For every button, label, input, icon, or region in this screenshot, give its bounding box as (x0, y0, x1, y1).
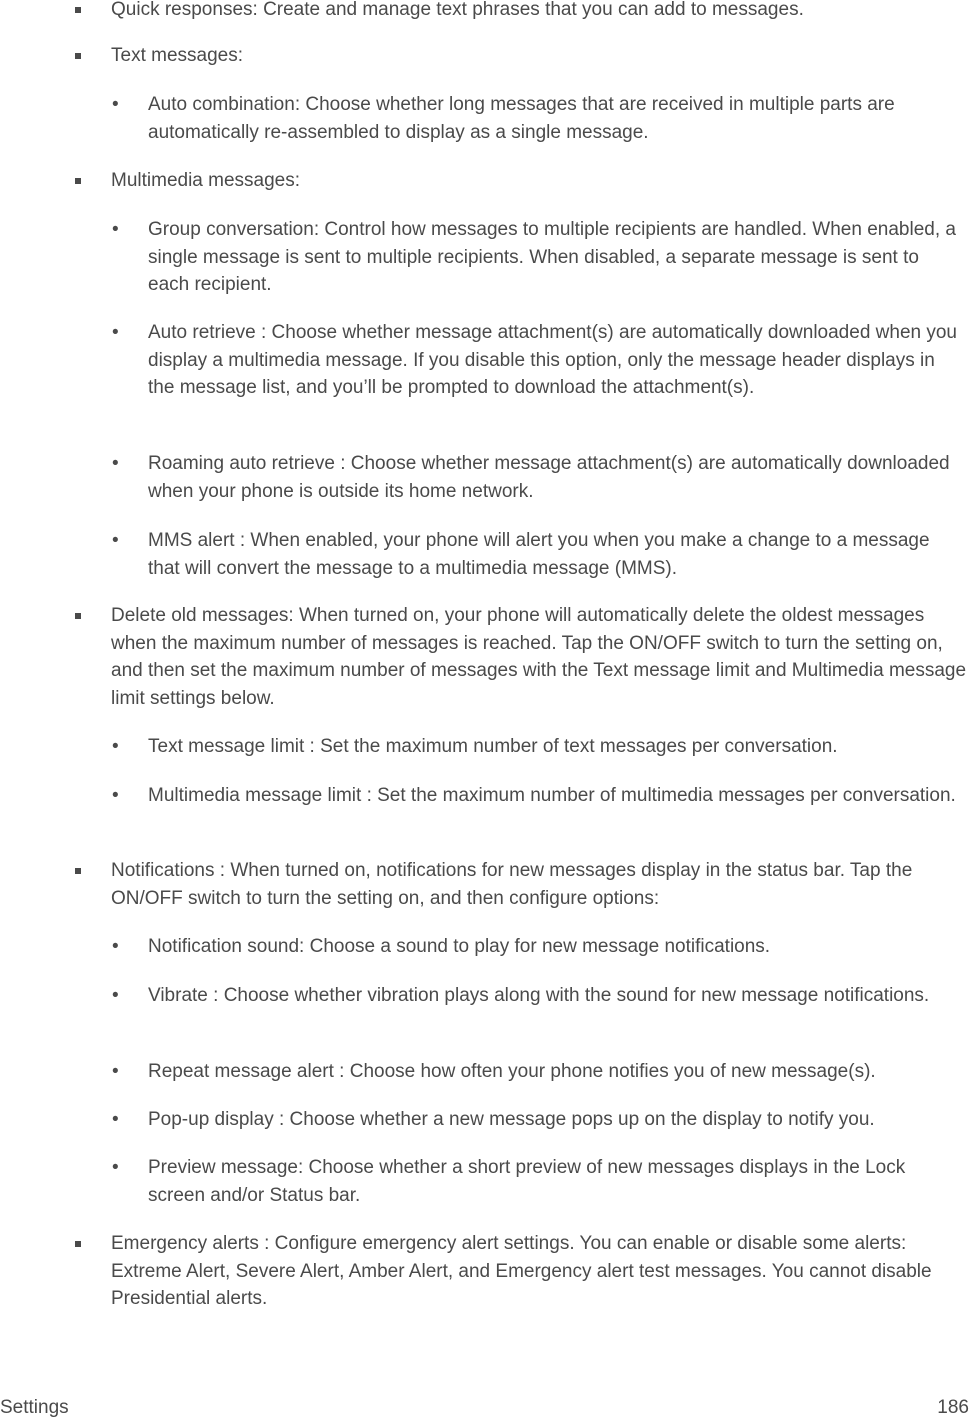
list-item-text: Roaming auto retrieve : Choose whether message attachment(s) are automatically downloaded when your phone is outside its home network. (148, 453, 950, 502)
round-bullet-icon: • (112, 322, 119, 343)
list-item-text: Text message limit : Set the maximum number of text messages per conversation. (148, 736, 838, 757)
square-bullet-icon (75, 53, 81, 59)
round-bullet-icon: • (112, 1157, 119, 1178)
list-item-text: Auto retrieve : Choose whether message attachment(s) are automatically downloaded when you display a multimedia message. If you disable this option, only the message header displays in the message list, and you’ll be prompted to download the attachment(s). (148, 322, 957, 398)
list-item-text: Repeat message alert : Choose how often your phone notifies you of new message(s). (148, 1061, 876, 1082)
list-item-text: Group conversation: Control how messages to multiple recipients are handled. When enabled, a single message is sent to multiple recipients. When disabled, a separate message is sent to each recipient. (148, 219, 956, 295)
round-bullet-icon: • (112, 985, 119, 1006)
list-item-text: Text messages: (111, 45, 243, 66)
round-bullet-icon: • (112, 785, 119, 806)
list-item-text: Notifications : When turned on, notifications for new messages display in the status bar. Tap the ON/OFF switch to turn the setting on, and then configure options: (111, 860, 913, 909)
round-bullet-icon: • (112, 219, 119, 240)
square-bullet-icon (75, 178, 81, 184)
list-item-text: Notification sound: Choose a sound to play for new message notifications. (148, 936, 771, 957)
list-item-text: Pop-up display : Choose whether a new message pops up on the display to notify you. (148, 1109, 875, 1130)
round-bullet-icon: • (112, 530, 119, 551)
square-bullet-icon (75, 1241, 81, 1247)
square-bullet-icon (75, 613, 81, 619)
square-bullet-icon (75, 868, 81, 874)
footer-section-title: Settings (0, 1397, 69, 1418)
round-bullet-icon: • (112, 1061, 119, 1082)
list-item-text: Delete old messages: When turned on, your phone will automatically delete the oldest messages when the maximum number of messages is reached. Tap the ON/OFF switch to turn the setting on, and then set the maximum number of messages with the Text message limit and Multimedia message limit settings below. (111, 605, 967, 709)
list-item-text: Preview message: Choose whether a short preview of new messages displays in the Lock screen and/or Status bar. (148, 1157, 906, 1206)
round-bullet-icon: • (112, 94, 119, 115)
footer-page-number: 186 (937, 1397, 969, 1418)
list-item-text: Multimedia messages: (111, 170, 301, 191)
round-bullet-icon: • (112, 736, 119, 757)
list-item-text: Multimedia message limit : Set the maximum number of multimedia messages per conversation. (148, 785, 956, 806)
list-item-text: Vibrate : Choose whether vibration plays along with the sound for new message notifications. (148, 985, 930, 1006)
list-item-text: Quick responses: Create and manage text phrases that you can add to messages. (111, 0, 804, 20)
square-bullet-icon (75, 7, 81, 13)
list-item-text: MMS alert : When enabled, your phone will alert you when you make a change to a message that will convert the message to a multimedia message (MMS). (148, 530, 930, 579)
round-bullet-icon: • (112, 453, 119, 474)
round-bullet-icon: • (112, 1109, 119, 1130)
round-bullet-icon: • (112, 936, 119, 957)
list-item-text: Auto combination: Choose whether long messages that are received in multiple parts are automatically re-assembled to display as a single message. (148, 94, 895, 143)
list-item-text: Emergency alerts : Configure emergency alert settings. You can enable or disable some alerts: Extreme Alert, Severe Alert, Amber Alert, and Emergency alert test messages. You cannot disable Presidential alerts. (111, 1233, 932, 1309)
